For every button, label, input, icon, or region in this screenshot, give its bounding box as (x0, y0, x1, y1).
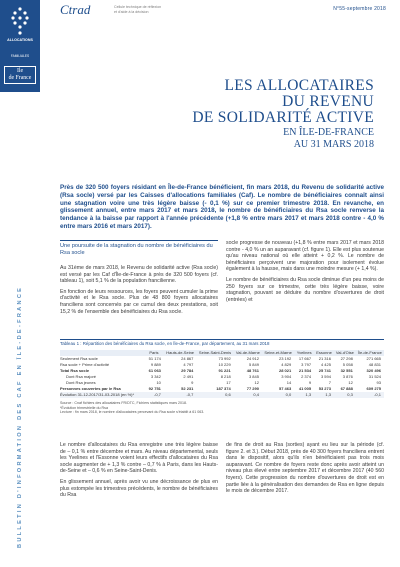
title-line-3: DE SOLIDARITÉ ACTIVE (192, 109, 374, 126)
table-cell: 32 551 (340, 367, 353, 373)
table-cell: 21 534 (298, 367, 312, 373)
data-table (60, 350, 384, 399)
source-line-3: Lecture : fin mars 2018, le nombre d'allocataires percevant du Rsa socle s'établit à 61 063. (60, 410, 205, 415)
table-cell: 73 992 (218, 355, 231, 361)
table-cell: 51 174 (148, 355, 161, 361)
table-cell: 1,3 (314, 392, 334, 398)
bottom-left-paragraph-2: En glissement annuel, après avoir vu une décroissance de plus en plus estompée les trimestres précédents, le nombre de bénéficiaires du Rsa (60, 478, 218, 499)
table-sources (60, 401, 384, 415)
bottom-left-column (60, 442, 218, 499)
table-cell: 61 063 (148, 367, 161, 373)
table-cell: 187 374 (216, 385, 231, 391)
table-header-cell: Val-de-Marne (234, 350, 262, 357)
table-body (60, 356, 384, 398)
table-cell: 0,4 (234, 392, 262, 398)
table-cell: 4 829 (281, 361, 292, 367)
table-cell: 24 912 (246, 355, 259, 361)
table-cell: 21 316 (318, 355, 331, 361)
table-cell: 25 741 (318, 367, 331, 373)
title-line-5: AU 31 MARS 2018 (293, 139, 374, 150)
brand-subtitle-line-2: et d'aide à la décision (114, 9, 149, 14)
table-cell: 0,6 (196, 392, 233, 398)
page-title (74, 78, 374, 150)
table-row-label: Total Rsa socle (60, 367, 90, 373)
table-header-cell: Val-d'Oise (335, 349, 354, 355)
bottom-right-paragraph-1: de fins de droit au Rsa (sorties) ayant eu lieu sur la période (cf. figure 2. et 3.). Début 2018, près de 40 300 foyers franciliens entrent dans le dispositif, alors qu'ils n'en bénéficiaient pas trois mois auparavant. Ce nombre de foyers reste donc après avoir atteint un niveau plus élevé entre septembre 2017 et décembre 2017 (40 560 foyers). Cette progression du nombre d'ouvertures de droit est en partie liée à la généralisation des demandes de Rsa en ligne depuis le mois de décembre 2017. (226, 442, 384, 495)
vertical-bulletin-label: BULLETIN D'INFORMATION DES CAF EN ÎLE-DE-FRANCE (17, 285, 23, 548)
table-header-cell: Yvelines (294, 350, 314, 357)
table-cell: 93 (376, 379, 381, 385)
table-row-label: Évolution 31-12-2017/31-03-2018 (en %)* (60, 392, 144, 398)
table-header-cell: Paris (144, 350, 164, 357)
brand-ctrad: Ctrad (60, 2, 91, 17)
table-cell: 3 876 (342, 373, 353, 379)
table-cell: 3 342 (150, 373, 161, 379)
source-line-1: Source : Cnaf fichiers des allocataires FR/DTC, Fichiers statistiques mars 2018. (60, 401, 188, 406)
right-paragraph-1: socle progresse de nouveau (+1,8 % entre mars 2017 et mars 2018 contre - 4,0 % un an auparavant (cf. figure 1). Elle est plus soutenue qu'au niveau national où elle atteint + 0,2 %. Le nombre de bénéficiaires perçoivent une majoration pour isolement évolue également à la hausse, mais dans une moindre mesure (+ 1,4 %). (226, 240, 384, 273)
table-cell: 4 425 (320, 361, 331, 367)
table-cell: 31 524 (368, 373, 381, 379)
table-cell: 4 797 (183, 361, 194, 367)
table-cell: 24 867 (181, 355, 194, 361)
table-row (60, 392, 384, 398)
table-cell: 3 845 (248, 373, 259, 379)
table-cell: 320 496 (366, 367, 381, 373)
table-cell: 52 231 (181, 385, 194, 391)
table-cell: 8 218 (220, 373, 231, 379)
table-cell: 48 831 (368, 361, 381, 367)
table-cell: 10 229 (218, 361, 231, 367)
table-cell: 12 (348, 379, 353, 385)
table-row-label: Dont Rsa majoré (66, 373, 97, 379)
table-cell: 12 (254, 379, 259, 385)
abstract: Près de 320 500 foyers résidant en Île-de-France bénéficient, fin mars 2018, du Revenu de solidarité active (Rsa socle) versé par les Caisses d'allocations familiales (Caf). Le nombre de bénéficiaires connaît ainsi une stagnation voire une très légère baisse (- 0,1 %) sur ce premier trimestre 2018. En revanche, en glissement annuel, entre mars 2017 et mars 2018, le nombre de bénéficiaires du Rsa socle renverse la tendance à la baisse par rapport à l'année précédente (+1,8 % entre mars 2017 et mars 2018 contre - 4,0 % entre mars 2016 et mars 2017). (60, 184, 384, 230)
table-cell: 27 298 (340, 355, 353, 361)
right-paragraph-2: Le nombre de bénéficiaires du Rsa socle diminue d'un peu moins de 250 foyers sur ce trimestre, cette très légère baisse, voire stagnation, pouvant se déduire du nombre d'ouvertures de droit (entrées) et (226, 276, 384, 303)
table-cell: 92 751 (148, 385, 161, 391)
logo-line-allocations: ALLOCATIONS (7, 38, 33, 42)
logo-name-line-1: Ile (16, 68, 24, 74)
section-heading: Une poursuite de la stagnation du nombre de bénéficiaires du Rsa socle (60, 240, 218, 257)
left-paragraph-1: Au 31ème de mars 2018, le Revenu de solidarité active (Rsa socle) est versé par les Caf d'Île-de-France à près de 320 500 foyers (cf. tableau 1), soit 5,1 % de la population francilienne. (60, 265, 218, 285)
table-cell: 53 273 (318, 385, 331, 391)
table-cell: -0,1 (356, 392, 384, 398)
left-column (60, 240, 218, 315)
table-cell: 9 (308, 379, 312, 385)
table-cell: 14 (286, 379, 292, 385)
table-row-label: Personnes couvertes par le Rsa (60, 385, 121, 391)
table-cell: 9 (191, 379, 194, 385)
caf-dots-icon (10, 6, 30, 36)
table-cell: 1,3 (294, 392, 314, 398)
table-cell: 0,3 (334, 392, 356, 398)
table-cell: 48 761 (246, 367, 259, 373)
left-paragraph-2: En fonction de leurs ressources, les foyers peuvent cumuler la prime d'activité et le Rsa socle. Plus de 48 800 foyers allocataires franciliens sont concernés par ce cumul des deux prestations, soit 15,2 % de l'ensemble des bénéficiaires du Rsa socle. (60, 288, 218, 315)
bottom-left-paragraph-1: Le nombre d'allocataires du Rsa enregistre une très légère baisse de – 0,1 % entre décembre et mars. Au niveau départemental, seuls les Yvelines et l'Essonne voient leurs effectifs d'allocataires du Rsa socle augmenter de + 1,3 % contre – 0,7 % à Paris, dans les Hauts-de-Seine et – 0,6 % en Seine-Saint-Denis. (60, 442, 218, 475)
table-header-cell: Seine-et-Marne (262, 350, 294, 357)
brand-subtitle-line-1: Cellule technique de réflexion (114, 5, 162, 9)
table-cell: 271 665 (366, 355, 381, 361)
table-cell: 23 192 (279, 355, 292, 361)
table-cell: 41 005 (298, 385, 312, 391)
table-cell: 7 (328, 379, 331, 385)
table-cell: 0,0 (262, 392, 294, 398)
table-cell: 67 888 (340, 385, 353, 391)
table-header-cell: Île-de-France (356, 350, 384, 357)
table-header-cell: Seine-Saint-Denis (196, 350, 233, 357)
issue-number: N°55-septembre 2018 (333, 6, 386, 12)
table-header-cell: Hauts-de-Seine (164, 350, 196, 357)
title-line-1: LES ALLOCATAIRES (224, 77, 374, 94)
table-cell: 3 797 (301, 361, 312, 367)
table-cell: 5 849 (248, 361, 259, 367)
table-caption: Tableau 1 : Répartition des bénéficiaires du Rsa socle, en Île-de-France, par département, au 31 mars 2018 (60, 339, 384, 347)
table-cell: 17 (226, 379, 231, 385)
table-row-label: Rsa socle + Prime d'activité (60, 361, 110, 367)
table-cell: 57 463 (279, 385, 292, 391)
logo-caf-name (4, 66, 36, 84)
table-header-cell: Essonne (314, 350, 334, 357)
table-cell: 2 491 (183, 373, 194, 379)
title-line-4: EN ÎLE-DE-FRANCE (283, 127, 374, 138)
table-cell: 5 058 (342, 361, 353, 367)
table-cell: 17 667 (298, 355, 312, 361)
logo-line-familiales: FAMILIALES (10, 54, 30, 58)
table-cell: 2 374 (301, 373, 312, 379)
right-column (226, 240, 384, 303)
source-line-2: *Évolution trimestrielle du Rsa (60, 405, 108, 410)
table-cell: 3 594 (320, 373, 331, 379)
table-cell: 28 021 (279, 367, 292, 373)
table-cell: 3 904 (281, 373, 292, 379)
table-cell: 29 784 (181, 367, 194, 373)
caf-logo-mark (0, 0, 40, 92)
brand-subtitle (114, 5, 184, 14)
caf-logo (0, 0, 40, 92)
title-line-2: DU REVENU (282, 93, 374, 110)
bottom-right-column (226, 442, 384, 495)
table-row-label: Dont Rsa jeunes (66, 379, 96, 385)
table-cell: 9 889 (150, 361, 161, 367)
table-cell: 10 (156, 379, 161, 385)
table-cell: 77 290 (246, 385, 259, 391)
table-cell: 609 275 (366, 385, 381, 391)
table-cell: -0,7 (164, 392, 196, 398)
logo-name-line-2: de France (8, 75, 32, 81)
table-block (60, 339, 384, 415)
table-row-label: Seulement Rsa socle (60, 355, 98, 361)
table-cell: -0,7 (144, 392, 164, 398)
table-cell: 91 221 (218, 367, 231, 373)
